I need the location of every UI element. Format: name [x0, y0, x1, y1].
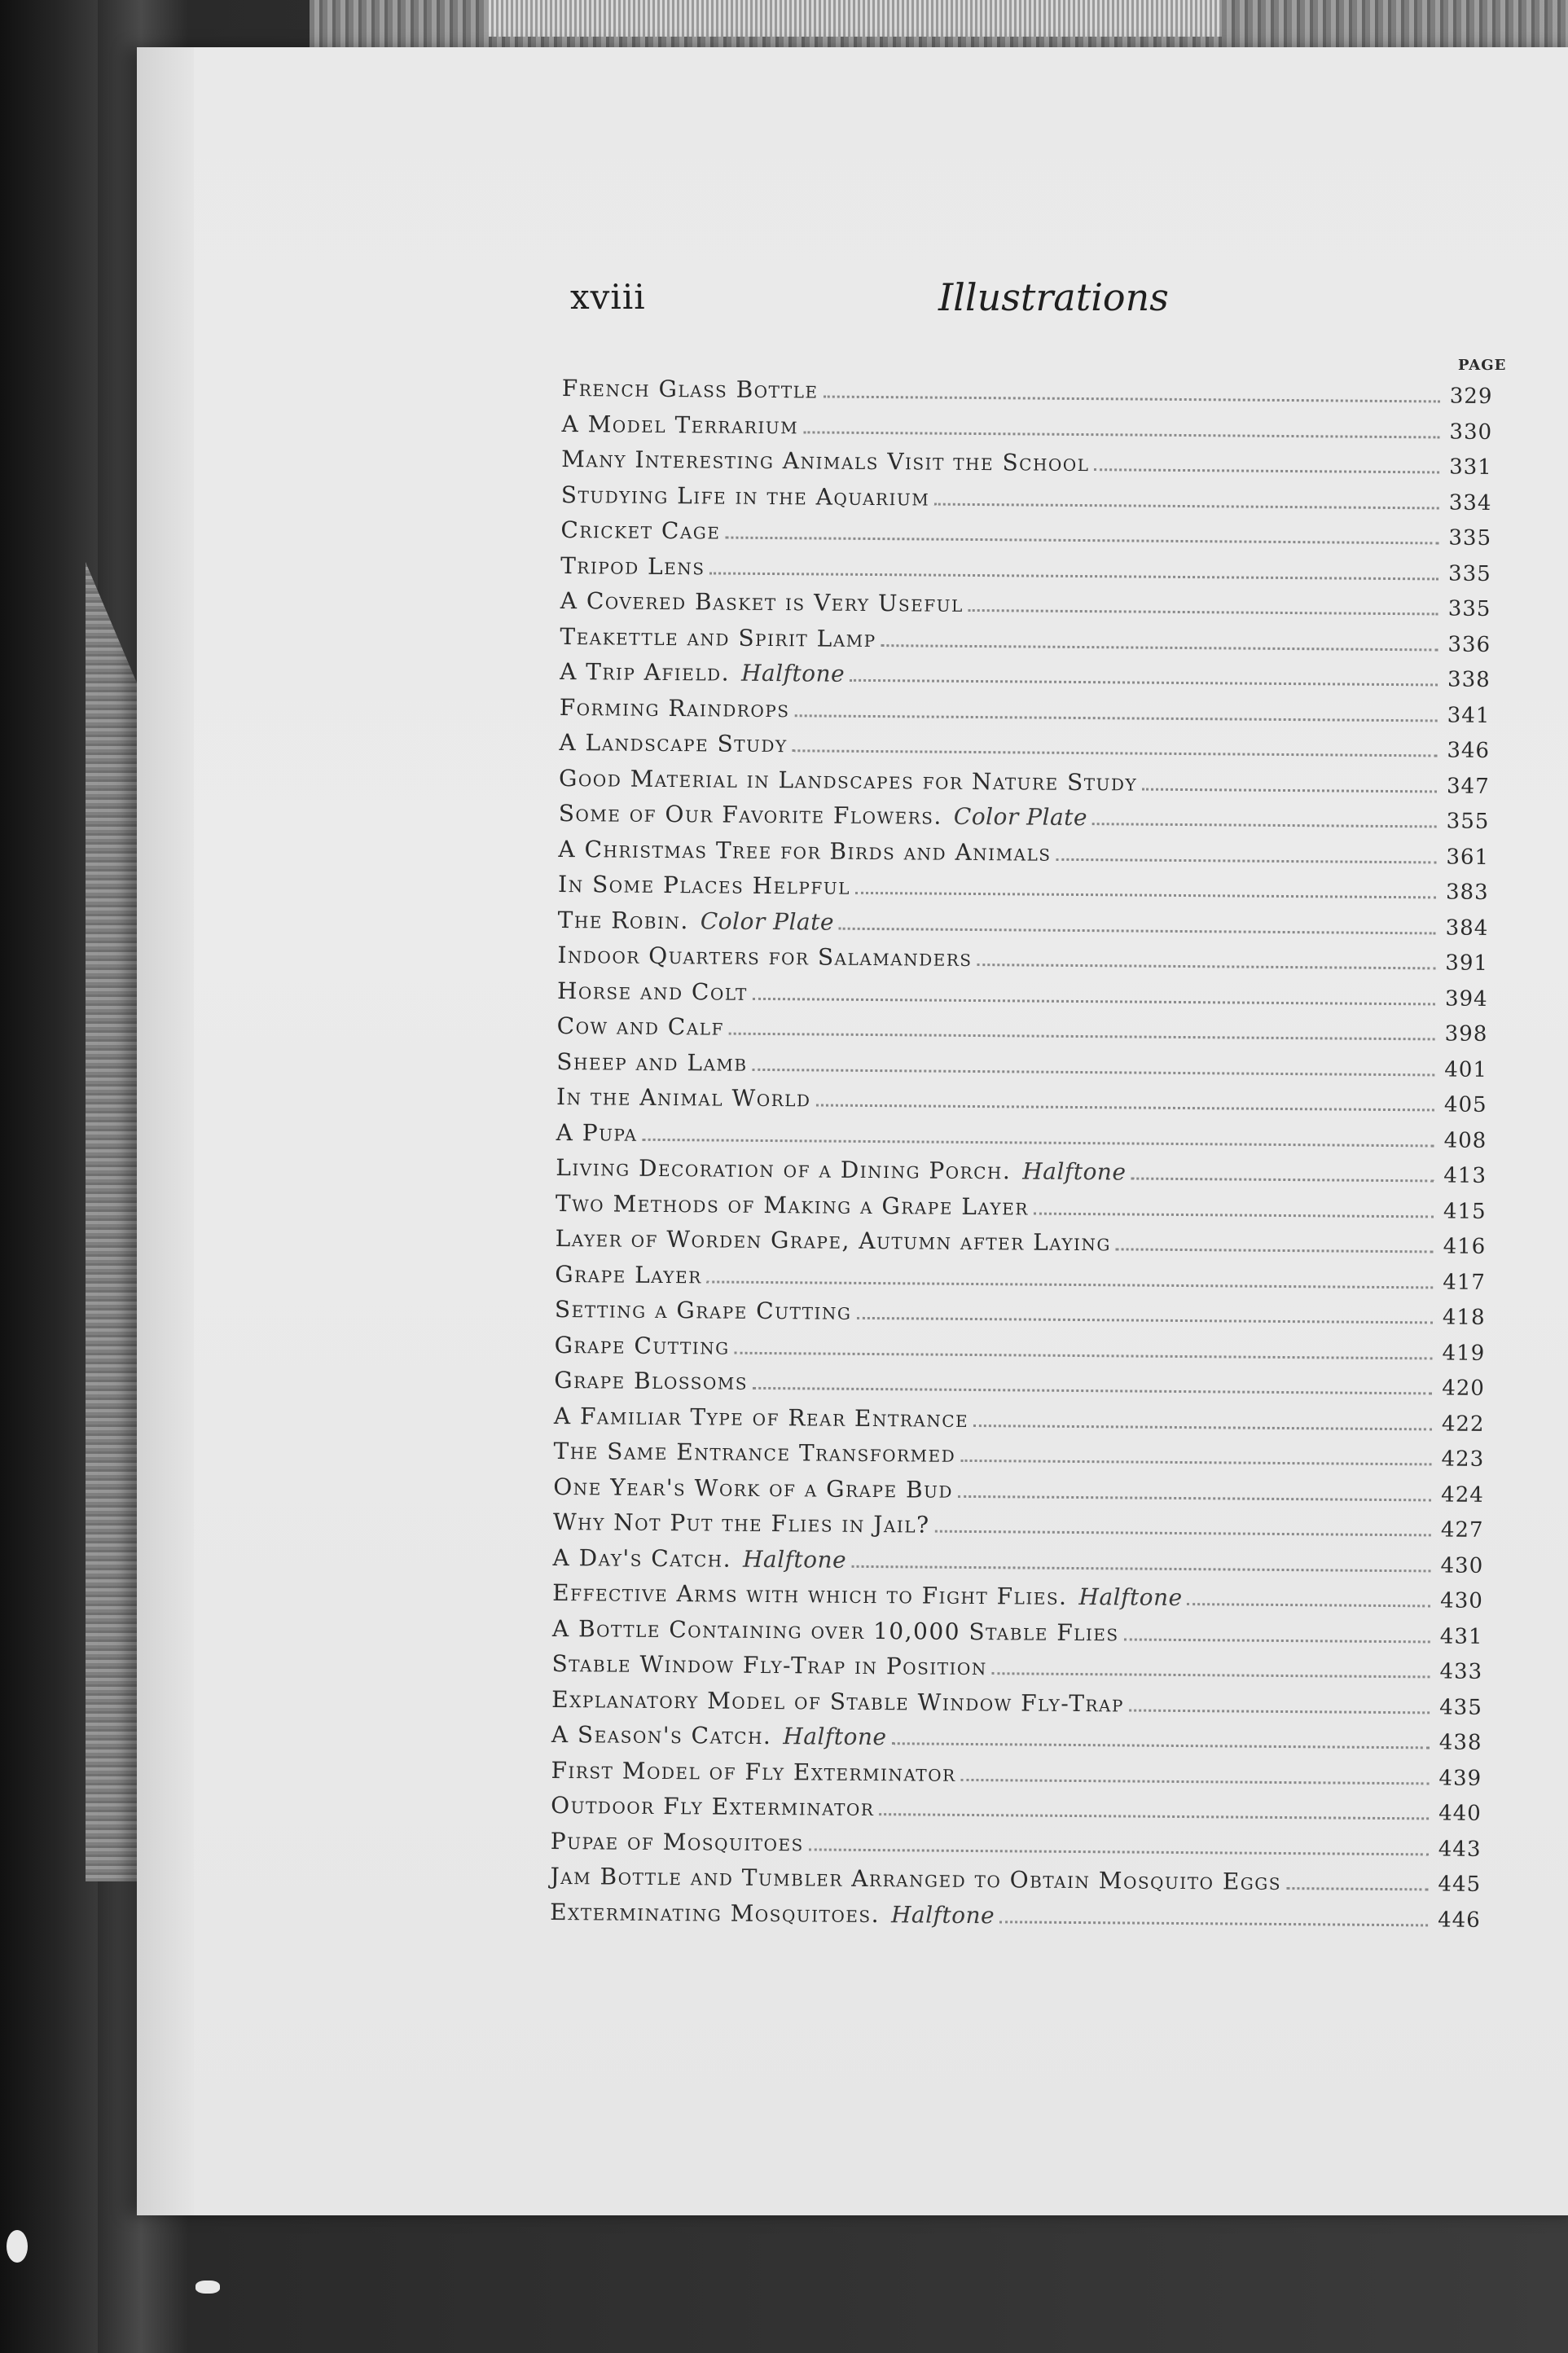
entry-title: Jam Bottle and Tumbler Arranged to Obtain Mosquito Eggs	[550, 1862, 1282, 1895]
entry-page-number: 335	[1448, 525, 1492, 551]
entry-title: In Some Places Helpful	[557, 870, 851, 900]
entry-title: Two Methods of Making a Grape Layer	[555, 1189, 1030, 1221]
entry-page-number: 401	[1444, 1057, 1488, 1082]
entry-page-number: 335	[1447, 561, 1491, 586]
dot-leader	[1142, 787, 1437, 792]
entry-page-number: 419	[1442, 1341, 1486, 1366]
dot-leader	[1188, 1602, 1431, 1607]
dot-leader	[973, 1424, 1432, 1430]
entry-note: Halftone	[740, 659, 845, 687]
dot-leader	[753, 1067, 1435, 1076]
entry-title: Studying Life in the Aquarium	[560, 481, 930, 511]
entry-page-number: 445	[1438, 1872, 1482, 1897]
entry-page-number: 338	[1447, 667, 1491, 692]
entry-title: The Robin.	[557, 906, 689, 934]
dot-leader	[753, 996, 1435, 1005]
dot-leader	[793, 748, 1438, 757]
dot-leader	[891, 1741, 1429, 1749]
entry-title: French Glass Bottle	[561, 375, 819, 404]
dot-leader	[855, 891, 1436, 899]
entry-title: Horse and Colt	[556, 977, 748, 1006]
entry-title: Setting a Grape Cutting	[554, 1295, 852, 1325]
entry-note: Color Plate	[700, 907, 835, 936]
entry-title: First Model of Fly Exterminator	[551, 1756, 956, 1787]
entry-page-number: 430	[1440, 1553, 1484, 1578]
dot-leader	[999, 1920, 1428, 1926]
dot-leader	[725, 536, 1438, 545]
dot-leader	[851, 1564, 1430, 1572]
entry-page-number: 347	[1446, 774, 1490, 799]
entry-page-number: 427	[1440, 1517, 1484, 1543]
entry-page-number: 431	[1439, 1624, 1483, 1649]
entry-title: Many Interesting Animals Visit the School	[561, 445, 1090, 477]
dot-leader	[753, 1386, 1432, 1395]
illustrations-list	[550, 375, 1491, 1941]
entry-page-number: 418	[1442, 1305, 1486, 1330]
entry-note: Halftone	[783, 1723, 887, 1751]
dot-leader	[1286, 1886, 1429, 1890]
entry-title: One Year's Work of a Grape Bud	[553, 1473, 954, 1504]
entry-page-number: 433	[1439, 1659, 1483, 1684]
entry-page-number: 417	[1443, 1270, 1487, 1295]
entry-title: Some of Our Favorite Flowers.	[558, 799, 942, 830]
entry-page-number: 420	[1442, 1376, 1486, 1401]
entry-title: A Trip Afield.	[560, 657, 731, 687]
dot-leader	[850, 678, 1438, 687]
running-title: Illustrations	[938, 275, 1169, 319]
entry-page-number: 408	[1443, 1128, 1487, 1153]
entry-title: Effective Arms with which to Fight Flies.	[552, 1578, 1068, 1610]
entry-title: Indoor Quarters for Salamanders	[557, 941, 973, 972]
entry-page-number: 435	[1439, 1695, 1482, 1720]
entry-page-number: 439	[1438, 1766, 1482, 1791]
entry-page-number: 405	[1443, 1092, 1487, 1117]
entry-page-number: 334	[1448, 490, 1492, 516]
entry-title: Why Not Put the Flies in Jail?	[552, 1508, 930, 1539]
dot-leader	[881, 643, 1438, 651]
entry-title: Cow and Calf	[556, 1012, 725, 1041]
entry-page-number: 394	[1444, 986, 1488, 1012]
entry-page-number: 398	[1444, 1021, 1488, 1047]
scan-speck	[7, 2230, 28, 2263]
dot-leader	[879, 1812, 1429, 1820]
entry-title: Forming Raindrops	[559, 693, 790, 722]
entry-note: Halftone	[742, 1545, 847, 1574]
entry-page-number: 330	[1449, 419, 1493, 445]
page-header	[570, 277, 1491, 334]
entry-title: Grape Blossoms	[554, 1366, 749, 1395]
entry-page-number: 361	[1446, 845, 1490, 870]
dot-leader	[1124, 1637, 1430, 1643]
entry-title: In the Animal World	[556, 1082, 811, 1113]
dot-leader	[735, 1350, 1433, 1359]
scan-left-shadow	[0, 0, 98, 2353]
dot-leader	[977, 963, 1436, 969]
dot-leader	[958, 1494, 1431, 1501]
entry-page-number: 424	[1441, 1482, 1484, 1508]
scan-speck	[195, 2281, 220, 2294]
dot-leader	[935, 1530, 1431, 1537]
dot-leader	[1094, 468, 1439, 473]
dot-leader	[803, 430, 1439, 438]
entry-page-number: 440	[1438, 1801, 1482, 1826]
dot-leader	[729, 1032, 1435, 1041]
entry-title: Exterminating Mosquitoes.	[550, 1898, 881, 1928]
entry-page-number: 383	[1445, 880, 1489, 905]
entry-title: Good Material in Landscapes for Nature Study	[558, 764, 1138, 797]
entry-page-number: 391	[1445, 950, 1489, 976]
entry-title: A Familiar Type of Rear Entrance	[553, 1402, 969, 1433]
entry-title: Living Decoration of a Dining Porch.	[556, 1153, 1012, 1185]
entry-page-number: 329	[1449, 384, 1493, 409]
entry-page-number: 384	[1445, 915, 1489, 941]
entry-title: A Christmas Tree for Birds and Animals	[558, 835, 1052, 867]
dot-leader	[1129, 1708, 1430, 1714]
entry-title: A Covered Basket is Very Useful	[560, 586, 964, 617]
entry-note: Halftone	[1078, 1583, 1183, 1612]
dot-leader	[1131, 1177, 1434, 1183]
dot-leader	[1092, 822, 1437, 828]
list-item	[550, 1898, 1481, 1940]
dot-leader	[1116, 1247, 1434, 1253]
entry-page-number: 438	[1438, 1730, 1482, 1755]
page-gutter	[137, 47, 194, 2215]
entry-page-number: 423	[1441, 1446, 1485, 1472]
dot-leader	[709, 571, 1438, 580]
entry-title: Layer of Worden Grape, Autumn after Laying	[555, 1224, 1112, 1257]
dot-leader	[643, 1137, 1434, 1147]
entry-page-number: 341	[1447, 703, 1491, 728]
entry-title: Outdoor Fly Exterminator	[551, 1791, 875, 1822]
entry-page-number: 415	[1443, 1199, 1487, 1224]
entry-title: A Season's Catch.	[551, 1720, 772, 1750]
dot-leader	[960, 1459, 1431, 1466]
page-column-label: PAGE	[1458, 357, 1507, 374]
dot-leader	[968, 608, 1438, 616]
entry-title: Stable Window Fly-Trap in Position	[551, 1649, 988, 1681]
dot-leader	[839, 926, 1436, 934]
entry-title: Pupae of Mosquitoes	[550, 1827, 804, 1856]
entry-page-number: 416	[1443, 1234, 1487, 1259]
entry-page-number: 331	[1449, 454, 1492, 480]
dot-leader	[815, 1103, 1434, 1111]
entry-page-number: 446	[1438, 1907, 1481, 1933]
entry-title: Tripod Lens	[560, 551, 705, 580]
dot-leader	[961, 1777, 1430, 1785]
dot-leader	[707, 1280, 1434, 1288]
dot-leader	[1056, 857, 1436, 863]
entry-title: Sheep and Lamb	[556, 1047, 748, 1077]
entry-title: A Pupa	[556, 1118, 638, 1147]
entry-title: Cricket Cage	[560, 516, 721, 545]
entry-title: A Model Terrarium	[561, 410, 799, 439]
entry-title: A Bottle Containing over 10,000 Stable Flies	[551, 1614, 1119, 1646]
page-number: xviii	[570, 277, 646, 317]
entry-title: A Landscape Study	[559, 728, 788, 758]
entry-page-number: 430	[1440, 1588, 1483, 1613]
scan-top-strip	[489, 0, 1222, 37]
entry-page-number: 443	[1438, 1837, 1482, 1862]
dot-leader	[1034, 1211, 1434, 1218]
entry-note: Color Plate	[953, 802, 1088, 832]
dot-leader	[934, 502, 1439, 509]
entry-page-number: 413	[1443, 1163, 1487, 1188]
entry-page-number: 355	[1446, 809, 1490, 834]
entry-page-number: 335	[1447, 596, 1491, 621]
entry-page-number: 346	[1447, 738, 1491, 763]
entry-title: Grape Layer	[555, 1260, 702, 1288]
entry-title: Explanatory Model of Stable Window Fly-Trap	[551, 1685, 1125, 1717]
entry-title: Teakettle and Spirit Lamp	[560, 622, 876, 652]
dot-leader	[856, 1316, 1433, 1324]
entry-note: Halftone	[1022, 1157, 1127, 1186]
dot-leader	[794, 713, 1437, 722]
entry-title: A Day's Catch.	[552, 1543, 732, 1573]
dot-leader	[809, 1847, 1429, 1855]
entry-page-number: 422	[1441, 1411, 1485, 1437]
entry-title: Grape Cutting	[554, 1331, 730, 1360]
dot-leader	[823, 395, 1439, 403]
entry-page-number: 336	[1447, 632, 1491, 657]
entry-title: The Same Entrance Transformed	[553, 1437, 956, 1468]
entry-note: Halftone	[890, 1900, 995, 1929]
dot-leader	[992, 1671, 1430, 1678]
